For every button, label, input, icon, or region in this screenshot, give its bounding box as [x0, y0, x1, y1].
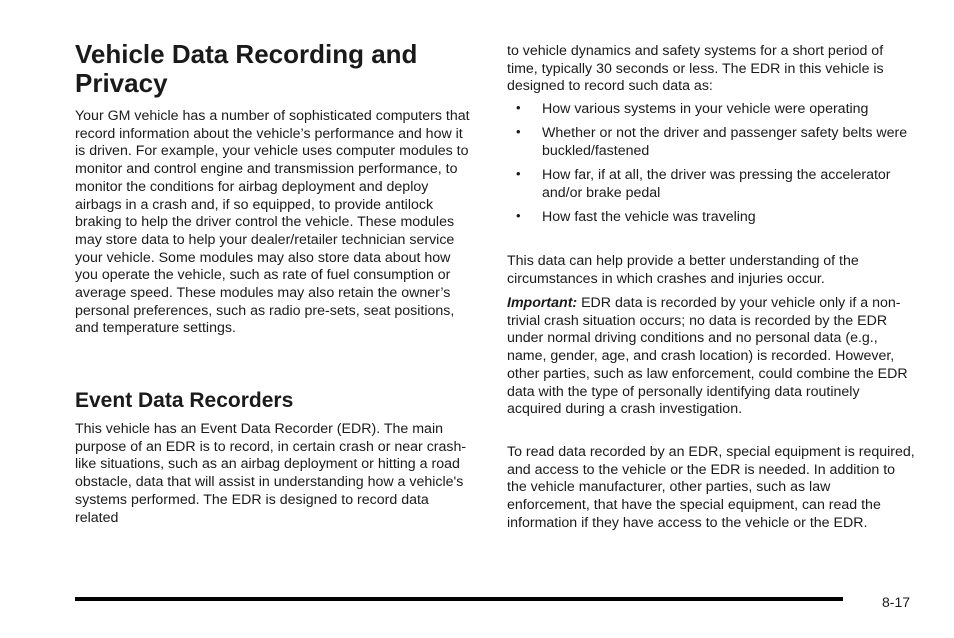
read-data-paragraph: To read data recorded by an EDR, special equipment is required, and access to the vehicle or the EDR is needed. In addition to the vehicle manufacturer, other parties, such as law enforcement, that have the special equipment, can read the information if they have access to the vehicle or the EDR.	[507, 444, 915, 531]
page-title: Vehicle Data Recording and Privacy	[75, 39, 418, 98]
bullet-icon: •	[516, 208, 521, 224]
bullet-icon: •	[516, 124, 521, 140]
privacy-paragraph: Your GM vehicle has a number of sophisticated computers that record information about the vehicle’s performance and how it is driven. For example, your vehicle uses computer modules to monitor and control engine and transmission performance, to monitor the conditions for airbag deployment and deploy airbags in a crash and, if so equipped, to provide antilock braking to help the driver control the vehicle. These modules may store data to help your dealer/retailer technician service your vehicle. Some modules may also store data about how you operate the vehicle, such as rate of fuel consumption or average speed. These modules may also retain the owner’s personal preferences, such as radio pre-sets, seat positions, and temperature settings.	[75, 108, 470, 337]
footer-rule	[75, 597, 843, 601]
important-text: EDR data is recorded by your vehicle only if a non-trivial crash situation occurs; no data is recorded by the EDR under normal driving conditions and no personal data (e.g., name, gender, age, and crash location) is recorded. However, other parties, such as law enforcement, could combine the EDR data with the type of personally identifying data routinely acquired during a crash investigation.	[507, 295, 908, 418]
important-paragraph	[507, 295, 917, 419]
section-heading-edr: Event Data Recorders	[75, 389, 294, 412]
list-item-text: Whether or not the driver and passenger safety belts were buckled/fastened	[542, 125, 908, 159]
understanding-paragraph: This data can help provide a better understanding of the circumstances in which crashes and injuries occur.	[507, 253, 859, 287]
list-item	[507, 209, 917, 227]
list-item	[507, 125, 917, 160]
bullet-icon: •	[516, 100, 521, 115]
edr-data-list	[507, 101, 917, 233]
bullet-icon: •	[516, 166, 521, 182]
list-item-text: How fast the vehicle was traveling	[542, 209, 756, 226]
page-number: 8-17	[882, 594, 911, 610]
edr-continuation-paragraph: to vehicle dynamics and safety systems for a short period of time, typically 30 seconds or less. The EDR in this vehicle is designed to record such data as:	[507, 43, 884, 95]
list-item-text: How various systems in your vehicle were operating	[542, 101, 869, 117]
important-label: Important:	[507, 295, 578, 311]
list-item	[507, 101, 917, 119]
edr-intro-paragraph: This vehicle has an Event Data Recorder (EDR). The main purpose of an EDR is to record, in certain crash or near crash-like situations, such as an airbag deployment or hitting a road obstacle, data that will assist in understanding how a vehicle's systems performed. The EDR is designed to record data related	[75, 421, 467, 526]
list-item-text: How far, if at all, the driver was pressing the accelerator and/or brake pedal	[542, 167, 891, 201]
list-item	[507, 167, 917, 202]
